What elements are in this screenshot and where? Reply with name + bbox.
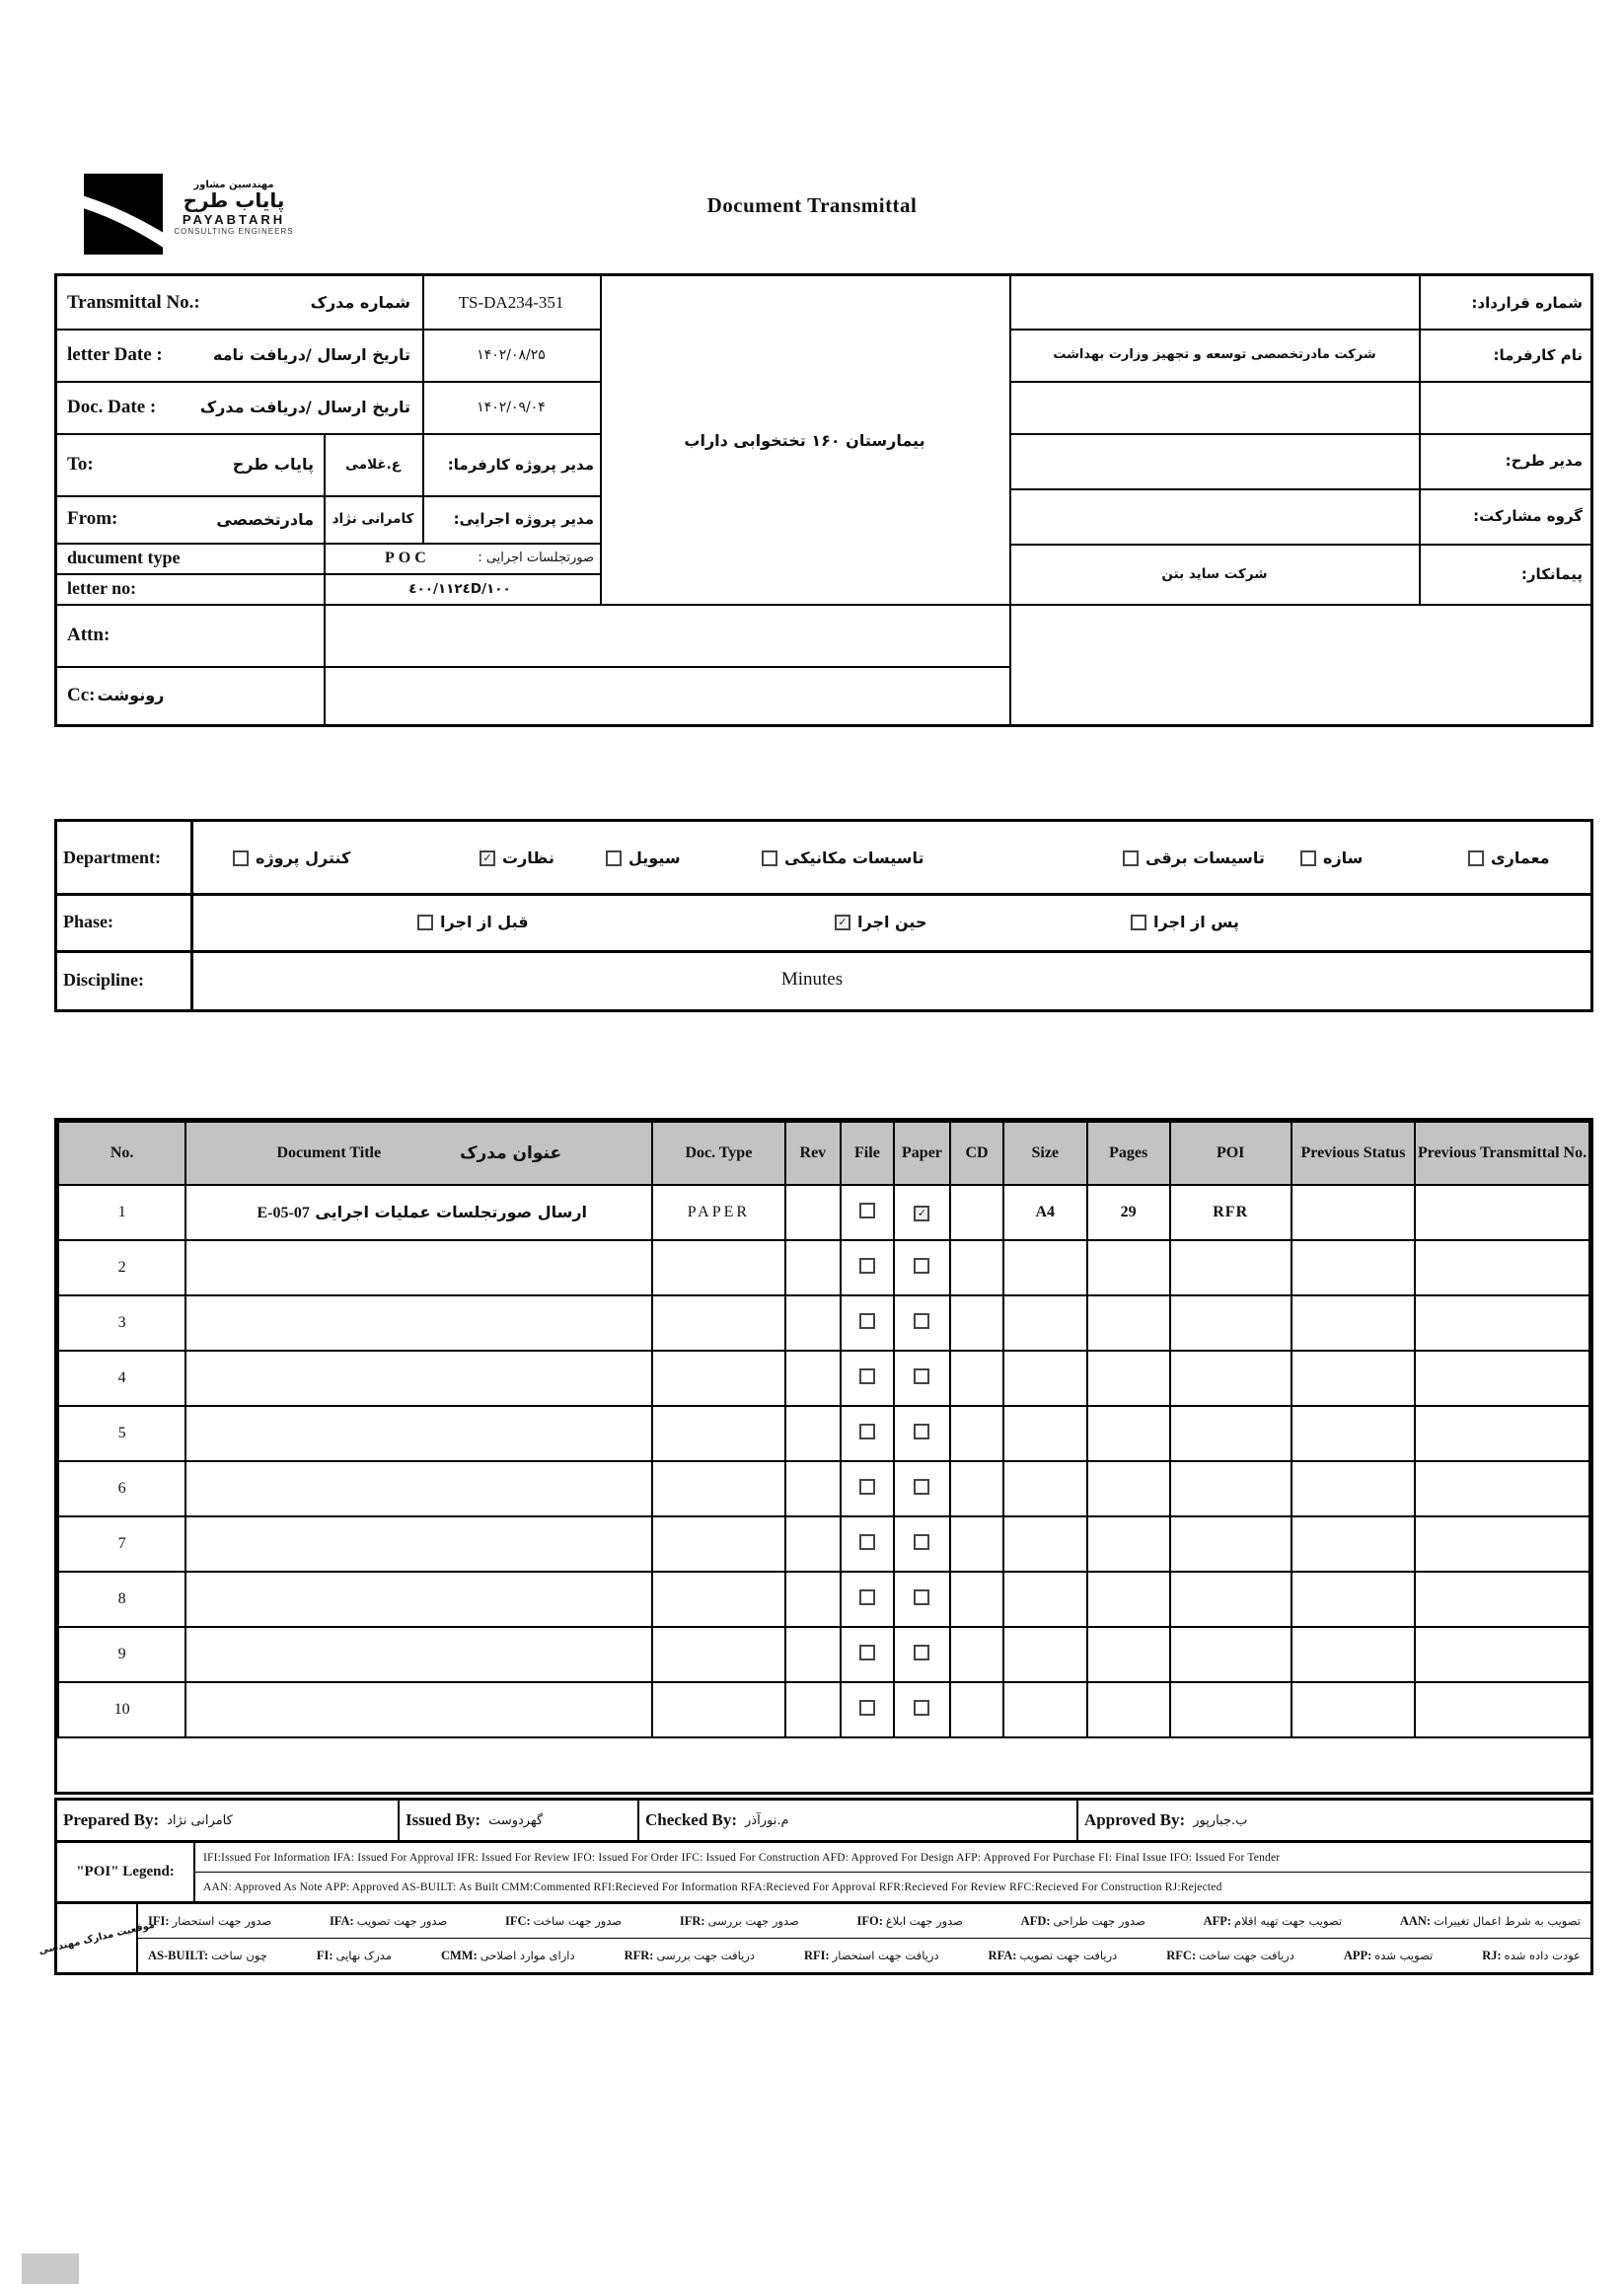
paper-cell <box>894 1682 951 1737</box>
prepared-by-label: Prepared By: <box>63 1810 160 1829</box>
file-checkbox[interactable] <box>859 1258 875 1274</box>
fa-legend-row2: AS-BUILT: چون ساخت FI: مدرک نهایی CMM: دارای موارد اصلاحی RFR: دریافت جهت بررسی RFI: دریافت جهت استحضار RFA: دریافت جهت تصویب RFC: دریافت جهت ساخت APP: تصویب شده RJ: عودت داده شده <box>148 1948 1581 1962</box>
letter-date-label-fa: تاریخ ارسال /دریافت نامه <box>212 345 410 364</box>
doc-no-cell: 8 <box>58 1572 185 1627</box>
poi-cell <box>1170 1516 1292 1572</box>
approved-by-value: ب.جبارپور <box>1193 1812 1248 1828</box>
letter-no-value: ۱۰۰/٤۰۰/۱۱۲٤D <box>408 580 511 597</box>
size-cell <box>1003 1240 1087 1295</box>
prev-transmittal-cell <box>1415 1185 1589 1240</box>
cd-cell <box>950 1406 1003 1461</box>
paper-cell <box>894 1295 951 1351</box>
department-item-label: نظارت <box>502 848 554 867</box>
supervision-checkbox[interactable]: ✓ <box>480 850 495 866</box>
cd-cell <box>950 1682 1003 1737</box>
pages-cell <box>1087 1351 1170 1406</box>
header-poi: POI <box>1170 1122 1292 1185</box>
prev-transmittal-cell <box>1415 1351 1589 1406</box>
size-cell <box>1003 1406 1087 1461</box>
cd-cell <box>950 1240 1003 1295</box>
file-cell <box>841 1516 894 1572</box>
rev-cell <box>785 1295 842 1351</box>
approved-by-label: Approved By: <box>1084 1810 1186 1829</box>
file-cell <box>841 1406 894 1461</box>
issued-by-value: گهردوست <box>488 1812 544 1828</box>
doc-table-header-row <box>58 1122 1589 1185</box>
doc-no-cell: 1 <box>58 1185 185 1240</box>
prev-status-cell <box>1292 1627 1415 1682</box>
paper-checkbox[interactable] <box>914 1479 929 1495</box>
doc-date-label-en: Doc. Date : <box>67 396 157 417</box>
phase-item-label: قبل از اجرا <box>440 913 529 931</box>
file-checkbox[interactable] <box>859 1534 875 1550</box>
size-cell: A4 <box>1003 1185 1087 1240</box>
from-value: مادرتخصصی <box>216 509 314 529</box>
poi-cell <box>1170 1351 1292 1406</box>
doc-no-cell: 6 <box>58 1461 185 1516</box>
table-row <box>58 1461 1589 1516</box>
header-pages: Pages <box>1087 1122 1170 1185</box>
prev-transmittal-cell <box>1415 1627 1589 1682</box>
cd-cell <box>950 1295 1003 1351</box>
poi-cell <box>1170 1406 1292 1461</box>
doc-no-cell: 2 <box>58 1240 185 1295</box>
rev-cell <box>785 1461 842 1516</box>
to-label: To: <box>67 453 94 475</box>
during-execution-checkbox[interactable]: ✓ <box>835 915 850 930</box>
cc-label-fa: رونوشت <box>97 686 165 704</box>
document-type-value-fa: صورتجلسات اجرایی : <box>478 551 594 565</box>
doc-no-cell: 10 <box>58 1682 185 1737</box>
department-item-civil <box>606 848 681 867</box>
document-type-label: ducument type <box>67 548 181 567</box>
file-cell <box>841 1240 894 1295</box>
phase-item-label: پس از اجرا <box>1153 913 1239 931</box>
doc-title-text: ارسال صورتجلسات عملیات اجرایی <box>315 1203 588 1221</box>
pages-cell <box>1087 1682 1170 1737</box>
cd-cell <box>950 1572 1003 1627</box>
file-cell <box>841 1351 894 1406</box>
pages-cell <box>1087 1406 1170 1461</box>
doc-title-cell <box>185 1682 652 1737</box>
info-table <box>54 273 1593 727</box>
paper-checkbox[interactable] <box>914 1313 929 1329</box>
poi-cell <box>1170 1682 1292 1737</box>
rev-cell <box>785 1572 842 1627</box>
fa-legend-row1: IFI: صدور جهت استحضار IFA: صدور جهت تصویب IFC: صدور جهت ساخت IFR: صدور جهت بررسی IFO: صدور جهت ابلاغ AFD: صدور جهت طراحی AFP: تصویب جهت تهیه اقلام AAN: تصویب به شرط اعمال تغییرات <box>138 1904 1590 1939</box>
doc-no-cell: 4 <box>58 1351 185 1406</box>
department-item-label: سیویل <box>628 848 681 867</box>
before-execution-checkbox[interactable] <box>417 915 433 930</box>
paper-cell <box>894 1461 951 1516</box>
logo-en-name: PAYABTARH <box>182 212 286 227</box>
phase-item-during <box>835 913 926 931</box>
header-title-fa: عنوان مدرک <box>460 1143 562 1163</box>
department-item-electrical <box>1123 848 1265 867</box>
fa-legend-side-label: موقعیت مدارک مهندسی <box>57 1904 138 1972</box>
architecture-checkbox[interactable] <box>1468 850 1484 866</box>
prev-transmittal-cell <box>1415 1406 1589 1461</box>
file-checkbox[interactable] <box>859 1589 875 1605</box>
doc-title-cell <box>185 1516 652 1572</box>
cd-cell <box>950 1461 1003 1516</box>
cd-cell <box>950 1351 1003 1406</box>
department-item-label: سازه <box>1323 848 1364 867</box>
paper-cell <box>894 1351 951 1406</box>
approved-by-cell <box>1078 1801 1590 1840</box>
poi-cell <box>1170 1572 1292 1627</box>
poi-legend-line2: AAN: Approved As Note APP: Approved AS-BUILT: As Built CMM:Commented RFI:Recieved For Information RFA:Recieved For Approval RFR:Recieved For Review RFC:Recieved For Construction RJ:Rejected <box>203 1880 1222 1893</box>
civil-checkbox[interactable] <box>606 850 622 866</box>
size-cell <box>1003 1627 1087 1682</box>
document-list-table <box>54 1118 1593 1795</box>
file-checkbox[interactable] <box>859 1203 875 1218</box>
checked-by-value: م.نورآذر <box>745 1812 789 1828</box>
doc-type-cell <box>652 1295 784 1351</box>
from-label: From: <box>67 508 118 529</box>
table-row <box>58 1682 1589 1737</box>
after-execution-checkbox[interactable] <box>1131 915 1146 930</box>
header-file: File <box>841 1122 894 1185</box>
size-cell <box>1003 1682 1087 1737</box>
rev-cell <box>785 1516 842 1572</box>
classification-table <box>54 819 1593 1012</box>
header-doc-type: Doc. Type <box>652 1122 784 1185</box>
prev-status-cell <box>1292 1185 1415 1240</box>
page-title: Document Transmittal <box>706 193 918 217</box>
prev-status-cell <box>1292 1682 1415 1737</box>
table-footer-spacer <box>58 1737 1589 1792</box>
doc-date-value: ۱۴۰۲/۰۹/۰۴ <box>477 399 546 415</box>
contractor-label: پیمانکار: <box>1520 564 1583 583</box>
doc-title-code: E-05-07 <box>257 1205 310 1221</box>
prev-transmittal-cell <box>1415 1572 1589 1627</box>
table-row <box>58 1627 1589 1682</box>
prev-transmittal-cell <box>1415 1516 1589 1572</box>
doc-type-cell <box>652 1461 784 1516</box>
file-cell <box>841 1461 894 1516</box>
header-title-en: Document Title <box>276 1144 382 1161</box>
issued-by-cell <box>400 1801 639 1840</box>
doc-date-label-fa: تاریخ ارسال /دریافت مدرک <box>199 398 410 416</box>
executive-pm-name: کامرانی نژاد <box>332 511 414 527</box>
cd-cell <box>950 1627 1003 1682</box>
prepared-by-value: کامرانی نژاد <box>167 1812 233 1828</box>
doc-type-cell: PAPER <box>652 1185 784 1240</box>
executive-pm-label: مدیر پروژه اجرایی: <box>453 510 594 528</box>
file-checkbox[interactable] <box>859 1424 875 1439</box>
prev-status-cell <box>1292 1240 1415 1295</box>
table-row <box>58 1572 1589 1627</box>
poi-cell: RFR <box>1170 1185 1292 1240</box>
paper-cell <box>894 1572 951 1627</box>
rev-cell <box>785 1351 842 1406</box>
logo-fa-name: پایاب طرح <box>183 188 285 212</box>
size-cell <box>1003 1516 1087 1572</box>
pages-cell <box>1087 1516 1170 1572</box>
prev-status-cell <box>1292 1461 1415 1516</box>
pages-cell <box>1087 1461 1170 1516</box>
pages-cell <box>1087 1572 1170 1627</box>
phase-label: Phase: <box>63 911 113 931</box>
pages-cell <box>1087 1240 1170 1295</box>
table-row <box>58 1516 1589 1572</box>
structure-checkbox[interactable] <box>1300 850 1316 866</box>
file-cell <box>841 1185 894 1240</box>
file-checkbox[interactable] <box>859 1479 875 1495</box>
rev-cell <box>785 1406 842 1461</box>
doc-title-cell <box>185 1627 652 1682</box>
table-row <box>58 1351 1589 1406</box>
poi-cell <box>1170 1627 1292 1682</box>
file-cell <box>841 1572 894 1627</box>
table-row <box>58 1295 1589 1351</box>
doc-type-cell <box>652 1406 784 1461</box>
doc-type-cell <box>652 1351 784 1406</box>
prev-status-cell <box>1292 1351 1415 1406</box>
contract-no-label: شماره قرارداد: <box>1471 293 1583 312</box>
table-row <box>58 1406 1589 1461</box>
file-checkbox[interactable] <box>859 1645 875 1660</box>
doc-no-cell: 9 <box>58 1627 185 1682</box>
cd-cell <box>950 1516 1003 1572</box>
size-cell <box>1003 1351 1087 1406</box>
footer-block <box>37 1798 1593 1975</box>
electrical-checkbox[interactable] <box>1123 850 1139 866</box>
file-checkbox[interactable] <box>859 1368 875 1384</box>
department-label: Department: <box>63 847 161 867</box>
client-name-label: نام کارفرما: <box>1493 345 1583 364</box>
paper-cell <box>894 1627 951 1682</box>
department-item-mechanical <box>762 848 923 867</box>
project-name: بیمارستان ۱۶۰ تختخوابی داراب <box>684 430 925 450</box>
signature-row <box>57 1801 1590 1843</box>
attn-label: Attn: <box>67 624 111 645</box>
prev-transmittal-cell <box>1415 1461 1589 1516</box>
rev-cell <box>785 1185 842 1240</box>
cd-cell <box>950 1185 1003 1240</box>
doc-title-cell <box>185 1240 652 1295</box>
prev-transmittal-cell <box>1415 1295 1589 1351</box>
client-name-value: شرکت مادرتخصصی توسعه و تجهیز وزارت بهداشت <box>1053 347 1376 362</box>
doc-title-cell <box>185 1406 652 1461</box>
logo-fa-tagline: مهندسین مشاور <box>193 180 274 190</box>
doc-title-cell <box>185 1185 652 1240</box>
checked-by-cell <box>639 1801 1078 1840</box>
rev-cell <box>785 1240 842 1295</box>
prev-transmittal-cell <box>1415 1682 1589 1737</box>
doc-title-cell <box>185 1351 652 1406</box>
paper-checkbox[interactable] <box>914 1700 929 1716</box>
file-cell <box>841 1682 894 1737</box>
paper-checkbox[interactable] <box>914 1258 929 1274</box>
doc-title-cell <box>185 1461 652 1516</box>
paper-checkbox[interactable] <box>914 1368 929 1384</box>
prev-status-cell <box>1292 1572 1415 1627</box>
file-checkbox[interactable] <box>859 1313 875 1329</box>
department-item-structure <box>1300 848 1363 867</box>
scan-artifact <box>22 2253 79 2284</box>
doc-type-cell <box>652 1516 784 1572</box>
header-title <box>185 1122 652 1185</box>
cc-label: Cc: <box>67 684 96 705</box>
prev-status-cell <box>1292 1406 1415 1461</box>
poi-cell <box>1170 1240 1292 1295</box>
pages-cell: 29 <box>1087 1185 1170 1240</box>
file-cell <box>841 1627 894 1682</box>
contractor-value: شرکت ساید بتن <box>1161 565 1268 582</box>
letter-no-label: letter no: <box>67 578 137 598</box>
size-cell <box>1003 1295 1087 1351</box>
size-cell <box>1003 1461 1087 1516</box>
department-item-label: تاسیسات برقی <box>1145 848 1265 867</box>
issued-by-label: Issued By: <box>406 1810 481 1829</box>
prepared-by-cell <box>57 1801 400 1840</box>
doc-title-cell <box>185 1295 652 1351</box>
letter-date-label-en: letter Date : <box>67 343 163 365</box>
rev-cell <box>785 1627 842 1682</box>
plan-manager-label: مدیر طرح: <box>1505 452 1583 470</box>
phase-item-label: حین اجرا <box>857 913 927 931</box>
poi-legend-line1: IFI:Issued For Information IFA: Issued For Approval IFR: Issued For Review IFO: Issued For Order IFC: Issued For Construction AFD: Approved For Design AFP: Approved For Purchase FI: Final Issue IFO: Issued For Tender <box>195 1843 1590 1873</box>
discipline-value: Minutes <box>780 969 844 990</box>
logo-en-subtitle: CONSULTING ENGINEERS <box>174 227 294 236</box>
department-item-project-control <box>233 848 350 867</box>
jv-group-label: گروه مشارکت: <box>1473 507 1583 525</box>
to-value: پایاب طرح <box>232 455 314 474</box>
header-prev-transmittal: Previous Transmittal No. <box>1415 1122 1589 1185</box>
paper-cell <box>894 1185 951 1240</box>
letter-date-value: ۱۴۰۲/۰۸/۲۵ <box>477 346 546 363</box>
department-item-label: تاسیسات مکانیکی <box>784 848 924 867</box>
prev-status-cell <box>1292 1295 1415 1351</box>
document-type-value-code: POC <box>385 549 430 566</box>
paper-checkbox[interactable] <box>914 1424 929 1439</box>
pages-cell <box>1087 1627 1170 1682</box>
header-cd: CD <box>950 1122 1003 1185</box>
header-paper: Paper <box>894 1122 951 1185</box>
mechanical-checkbox[interactable] <box>762 850 777 866</box>
fa-legend <box>37 1904 1590 1972</box>
size-cell <box>1003 1572 1087 1627</box>
client-pm-label: مدیر پروژه کارفرما: <box>447 455 594 474</box>
project-control-checkbox[interactable] <box>233 850 249 866</box>
file-checkbox[interactable] <box>859 1700 875 1716</box>
prev-transmittal-cell <box>1415 1240 1589 1295</box>
file-cell <box>841 1295 894 1351</box>
client-pm-name: ع.غلامی <box>345 456 401 473</box>
table-row <box>58 1240 1589 1295</box>
doc-type-cell <box>652 1572 784 1627</box>
department-item-architecture <box>1468 848 1550 867</box>
doc-title-cell <box>185 1572 652 1627</box>
header-no: No. <box>58 1122 185 1185</box>
poi-cell <box>1170 1295 1292 1351</box>
department-item-label: کنترل پروژه <box>256 848 351 867</box>
header-prev-status: Previous Status <box>1292 1122 1415 1185</box>
poi-legend <box>57 1843 1590 1904</box>
header-size: Size <box>1003 1122 1087 1185</box>
paper-checkbox[interactable] <box>914 1589 929 1605</box>
rev-cell <box>785 1682 842 1737</box>
paper-cell <box>894 1516 951 1572</box>
department-item-supervision <box>480 848 554 867</box>
doc-no-cell: 5 <box>58 1406 185 1461</box>
phase-item-before <box>417 913 529 931</box>
discipline-label: Discipline: <box>63 969 145 990</box>
paper-checkbox[interactable] <box>914 1645 929 1660</box>
department-item-label: معماری <box>1491 848 1550 867</box>
doc-type-cell <box>652 1240 784 1295</box>
doc-type-cell <box>652 1682 784 1737</box>
prev-status-cell <box>1292 1516 1415 1572</box>
transmittal-no-label-en: Transmittal No.: <box>67 291 200 313</box>
header-rev: Rev <box>785 1122 842 1185</box>
paper-cell <box>894 1240 951 1295</box>
transmittal-no-label-fa: شماره مدرک <box>310 293 410 312</box>
doc-no-cell: 3 <box>58 1295 185 1351</box>
pages-cell <box>1087 1295 1170 1351</box>
doc-no-cell: 7 <box>58 1516 185 1572</box>
phase-item-after <box>1131 913 1239 931</box>
checked-by-label: Checked By: <box>645 1810 738 1829</box>
transmittal-no-value: TS-DA234-351 <box>458 292 564 312</box>
poi-legend-label: "POI" Legend: <box>57 1843 195 1901</box>
paper-checkbox[interactable] <box>914 1534 929 1550</box>
paper-checkbox[interactable]: ✓ <box>914 1206 929 1221</box>
poi-cell <box>1170 1461 1292 1516</box>
paper-cell <box>894 1406 951 1461</box>
table-row <box>58 1185 1589 1240</box>
doc-type-cell <box>652 1627 784 1682</box>
